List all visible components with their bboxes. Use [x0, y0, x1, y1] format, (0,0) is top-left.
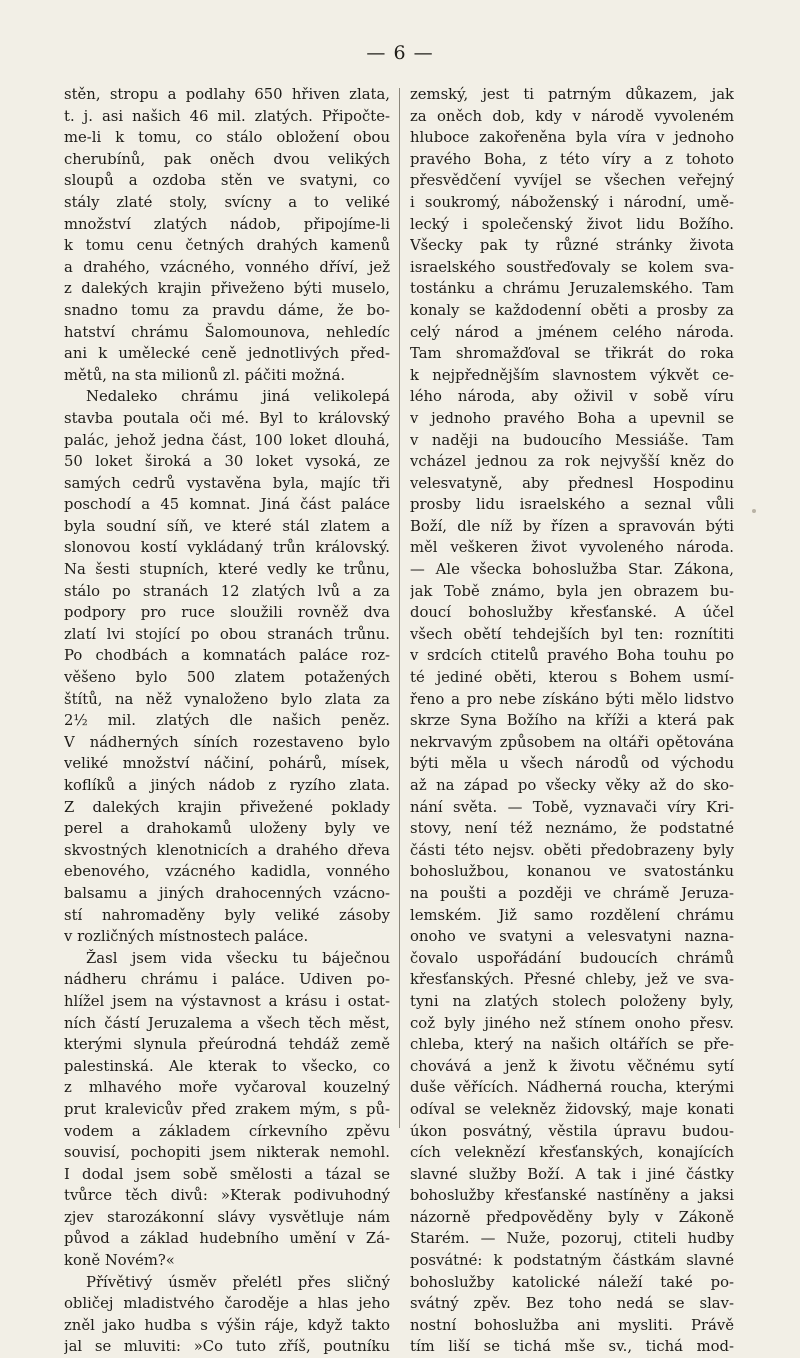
text-line: té jediné oběti, kterou s Bohem usmí-: [410, 669, 734, 687]
text-line: jal se mluviti: »Co tuto zříš, poutníku: [64, 1338, 390, 1356]
text-line: křesťanských. Přesné chleby, jež ve sva-: [410, 971, 734, 989]
text-line: koně Novém?«: [64, 1252, 175, 1270]
text-line: t. j. asi našich 46 mil. zlatých. Připočte-: [64, 107, 390, 125]
text-line: tím liší se tichá mše sv., tichá mod-: [410, 1338, 734, 1356]
text-line: ních částí Jeruzalema a všech těch měst,: [64, 1014, 390, 1032]
text-line: stálo po stranách 12 zlatých lvů a za: [64, 582, 390, 600]
text-line: podpory pro ruce sloužili rovněž dva: [64, 604, 390, 622]
text-line: řeno a pro nebe získáno býti mělo lidstvo: [410, 690, 734, 708]
text-line: nostní bohoslužba ani mysliti. Právě: [410, 1316, 734, 1334]
text-line: 2½ mil. zlatých dle našich peněz.: [64, 712, 390, 730]
column-divider: [399, 88, 400, 1128]
text-line: vodem a základem církevního zpěvu: [64, 1122, 390, 1140]
text-line: v srdcích ctitelů pravého Boha touhu po: [410, 647, 734, 665]
text-line: veliké množství náčiní, pohárů, mísek,: [64, 755, 390, 773]
text-line: obličej mladistvého čaroděje a hlas jeho: [64, 1295, 390, 1313]
text-line: což byly jiného než stínem onoho přesv.: [410, 1014, 734, 1032]
text-line: množství zlatých nádob, připojíme-li: [64, 215, 390, 233]
text-line: Přívětivý úsměv přelétl přes sličný: [86, 1273, 390, 1291]
text-line: jak Tobě známo, byla jen obrazem bu-: [410, 582, 734, 600]
text-line: tyni na zlatých stolech položeny byly,: [410, 992, 734, 1010]
text-line: skvostných klenotnicích a drahého dřeva: [64, 841, 390, 859]
text-line: poschodí a 45 komnat. Jiná část paláce: [64, 496, 390, 514]
text-line: úkon posvátný, věstila úpravu budou-: [410, 1122, 734, 1140]
text-line: prosby lidu israelského a seznal vůli: [410, 496, 734, 514]
text-line: ebenového, vzácného kadidla, vonného: [64, 863, 390, 881]
text-line: a drahého, vzácného, vonného dříví, jež: [64, 258, 390, 276]
text-line: za oněch dob, kdy v národě vyvoleném: [410, 107, 734, 125]
text-line: bohoslužby katolické náleží také po-: [410, 1273, 734, 1291]
text-line: věšeno bylo 500 zlatem potažených: [64, 669, 390, 687]
text-line: stály zlaté stoly, svícny a to veliké: [64, 193, 390, 211]
text-line: zemský, jest ti patrným důkazem, jak: [410, 86, 734, 103]
text-line: celý národ a jménem celého národa.: [410, 323, 734, 341]
text-line: stí nahromaděny byly veliké zásoby: [64, 906, 390, 924]
text-line: snadno tomu za pravdu dáme, že bo-: [64, 301, 390, 319]
text-line: palestinská. Ale kterak to všecko, co: [64, 1057, 390, 1075]
text-line: stovy, není též neznámo, že podstatné: [410, 820, 734, 838]
text-line: zlatí lvi stojící po obou stranách trůnu.: [64, 625, 390, 643]
text-line: Na šesti stupních, které vedly ke trůnu,: [64, 561, 390, 579]
left-text-column: [64, 84, 390, 1358]
text-line: svátný zpěv. Bez toho nedá se slav-: [410, 1295, 734, 1313]
text-line: lého národa, aby oživil v sobě víru: [410, 388, 734, 406]
text-line: doucí bohoslužby křesťanské. A účel: [410, 604, 734, 622]
text-line: názorně předpověděny byly v Zákoně: [410, 1208, 734, 1226]
text-line: i soukromý, náboženský i národní, umě-: [410, 193, 734, 211]
text-line: z mlhavého moře vyčaroval kouzelný: [64, 1079, 390, 1097]
text-line: balsamu a jiných drahocenných vzácno-: [64, 884, 390, 902]
text-line: slonovou kostí vykládaný trůn královský.: [64, 539, 390, 557]
text-line: v jednoho pravého Boha a upevnil se: [410, 409, 734, 427]
text-line: byla soudní síň, ve které stál zlatem a: [64, 517, 390, 535]
text-line: koflíků a jiných nádob z ryzího zlata.: [64, 777, 390, 794]
page-number: — 6 —: [366, 42, 434, 64]
text-line: posvátné: k podstatným částkám slavné: [410, 1252, 734, 1270]
text-line: čovalo uspořádání budoucích chrámů: [410, 949, 734, 967]
text-line: Boží, dle níž by řízen a spravován býti: [410, 517, 734, 535]
text-line: nání světa. — Tobě, vyznavači víry Kri-: [410, 798, 734, 816]
text-line: israelského soustřeďovaly se kolem sva-: [410, 258, 734, 276]
text-line: hluboce zakořeněna byla víra v jednoho: [410, 129, 734, 147]
text-line: samých cedrů vystavěna byla, majíc tři: [64, 474, 390, 492]
text-line: mětů, na sta milionů zl. páčiti možná.: [64, 366, 346, 384]
text-line: duše věřících. Nádherná roucha, kterými: [410, 1079, 734, 1097]
text-line: lemském. Již samo rozdělení chrámu: [410, 906, 734, 924]
text-line: vcházel jednou za rok nejvyšší kněz do: [410, 453, 734, 471]
text-line: skrze Syna Božího na kříži a která pak: [410, 712, 734, 730]
margin-speck: [752, 509, 756, 513]
text-line: všech obětí tehdejších byl ten: roznítiti: [410, 625, 734, 643]
text-line: pravého Boha, z této víry a z tohoto: [410, 150, 734, 168]
text-line: konaly se každodenní oběti a prosby za: [410, 301, 734, 319]
text-line: býti měla u všech národů od východu: [410, 755, 734, 773]
text-line: cherubínů, pak oněch dvou velikých: [64, 150, 390, 168]
text-line: sloupů a ozdoba stěn ve svatyni, co: [64, 172, 390, 190]
text-line: tostánku a chrámu Jeruzalemského. Tam: [410, 280, 734, 298]
text-line: měl veškeren život vyvoleného národa.: [410, 539, 734, 557]
text-line: k tomu cenu četných drahých kamenů: [64, 237, 390, 255]
text-line: ani k umělecké ceně jednotlivých před-: [64, 345, 390, 363]
text-line: hlížel jsem na výstavnost a krásu i ostat-: [64, 992, 390, 1010]
text-line: Starém. — Nuže, pozoruj, ctiteli hudby: [410, 1230, 734, 1248]
text-line: I dodal jsem sobě smělosti a tázal se: [64, 1165, 390, 1183]
text-line: chleba, který na našich oltářích se pře-: [410, 1036, 734, 1054]
text-line: odíval se velekněz židovský, maje konati: [410, 1100, 734, 1118]
text-line: 50 loket široká a 30 loket vysoká, ze: [64, 453, 390, 471]
text-line: souvisí, pochopiti jsem nikterak nemohl.: [64, 1144, 390, 1162]
text-line: Z dalekých krajin přivežené poklady: [64, 798, 390, 816]
text-line: velesvatyně, aby přednesl Hospodinu: [410, 474, 734, 492]
text-line: části této nejsv. oběti předobrazeny byly: [410, 841, 734, 859]
text-line: prut kralevicův před zrakem mým, s pů-: [64, 1100, 390, 1118]
text-line: cích veleknězí křesťanských, konajících: [410, 1144, 734, 1162]
text-line: zjev starozákonní slávy vysvětluje nám: [64, 1208, 390, 1226]
text-line: slavné služby Boží. A tak i jiné částky: [410, 1165, 734, 1183]
text-line: až na západ po všecky věky až do sko-: [410, 777, 734, 794]
text-line: v naději na budoucího Messiáše. Tam: [410, 431, 734, 449]
text-line: zněl jako hudba s výšin ráje, když takto: [64, 1316, 390, 1334]
text-line: lecký i společenský život lidu Božího.: [410, 215, 734, 233]
text-line: stavba poutala oči mé. Byl to královský: [64, 409, 390, 427]
text-line: bohoslužby křesťanské nastíněny a jaksi: [410, 1187, 734, 1205]
text-line: přesvědčení vyvíjel se všechen veřejný: [410, 172, 734, 190]
text-line: kterými slynula přeúrodná tehdáž země: [64, 1036, 390, 1054]
text-line: hatství chrámu Šalomounova, nehledíc: [64, 323, 390, 341]
text-line: me-li k tomu, co stálo obložení obou: [64, 129, 390, 147]
text-line: onoho ve svatyni a velesvatyni nazna-: [410, 928, 734, 946]
text-line: Tam shromažďoval se třikrát do roka: [410, 345, 734, 363]
text-line: perel a drahokamů uloženy byly ve: [64, 820, 390, 838]
text-line: Nedaleko chrámu jiná velikolepá: [86, 388, 390, 406]
text-line: na poušti a později ve chrámě Jeruza-: [410, 884, 734, 902]
text-line: V nádherných síních rozestaveno bylo: [64, 733, 390, 751]
text-line: štítů, na něž vynaloženo bylo zlata za: [64, 690, 390, 708]
right-text-column: [410, 84, 734, 1358]
text-line: palác, jehož jedna část, 100 loket dlouhá,: [64, 431, 390, 449]
text-line: Všecky pak ty různé stránky života: [410, 237, 734, 255]
text-line: — Ale všecka bohoslužba Star. Zákona,: [410, 561, 734, 579]
text-line: nádheru chrámu i paláce. Udiven po-: [64, 971, 390, 989]
text-line: Po chodbách a komnatách paláce roz-: [64, 647, 390, 665]
text-line: k nejpřednějším slavnostem výkvět ce-: [410, 366, 734, 384]
text-line: z dalekých krajin přiveženo býti muselo,: [64, 280, 390, 298]
text-line: bohoslužbou, konanou ve svatostánku: [410, 863, 734, 881]
text-line: nekrvavým způsobem na oltáři opětována: [410, 733, 734, 751]
text-line: v rozličných místnostech paláce.: [64, 928, 309, 946]
text-line: Žasl jsem vida všecku tu báječnou: [86, 949, 390, 967]
text-line: původ a základ hudebního umění v Zá-: [64, 1230, 390, 1248]
text-line: tvůrce těch divů: »Kterak podivuhodný: [64, 1187, 390, 1205]
text-line: chovává a jenž k životu věčnému sytí: [410, 1057, 734, 1075]
text-line: stěn, stropu a podlahy 650 hřiven zlata,: [64, 86, 390, 103]
